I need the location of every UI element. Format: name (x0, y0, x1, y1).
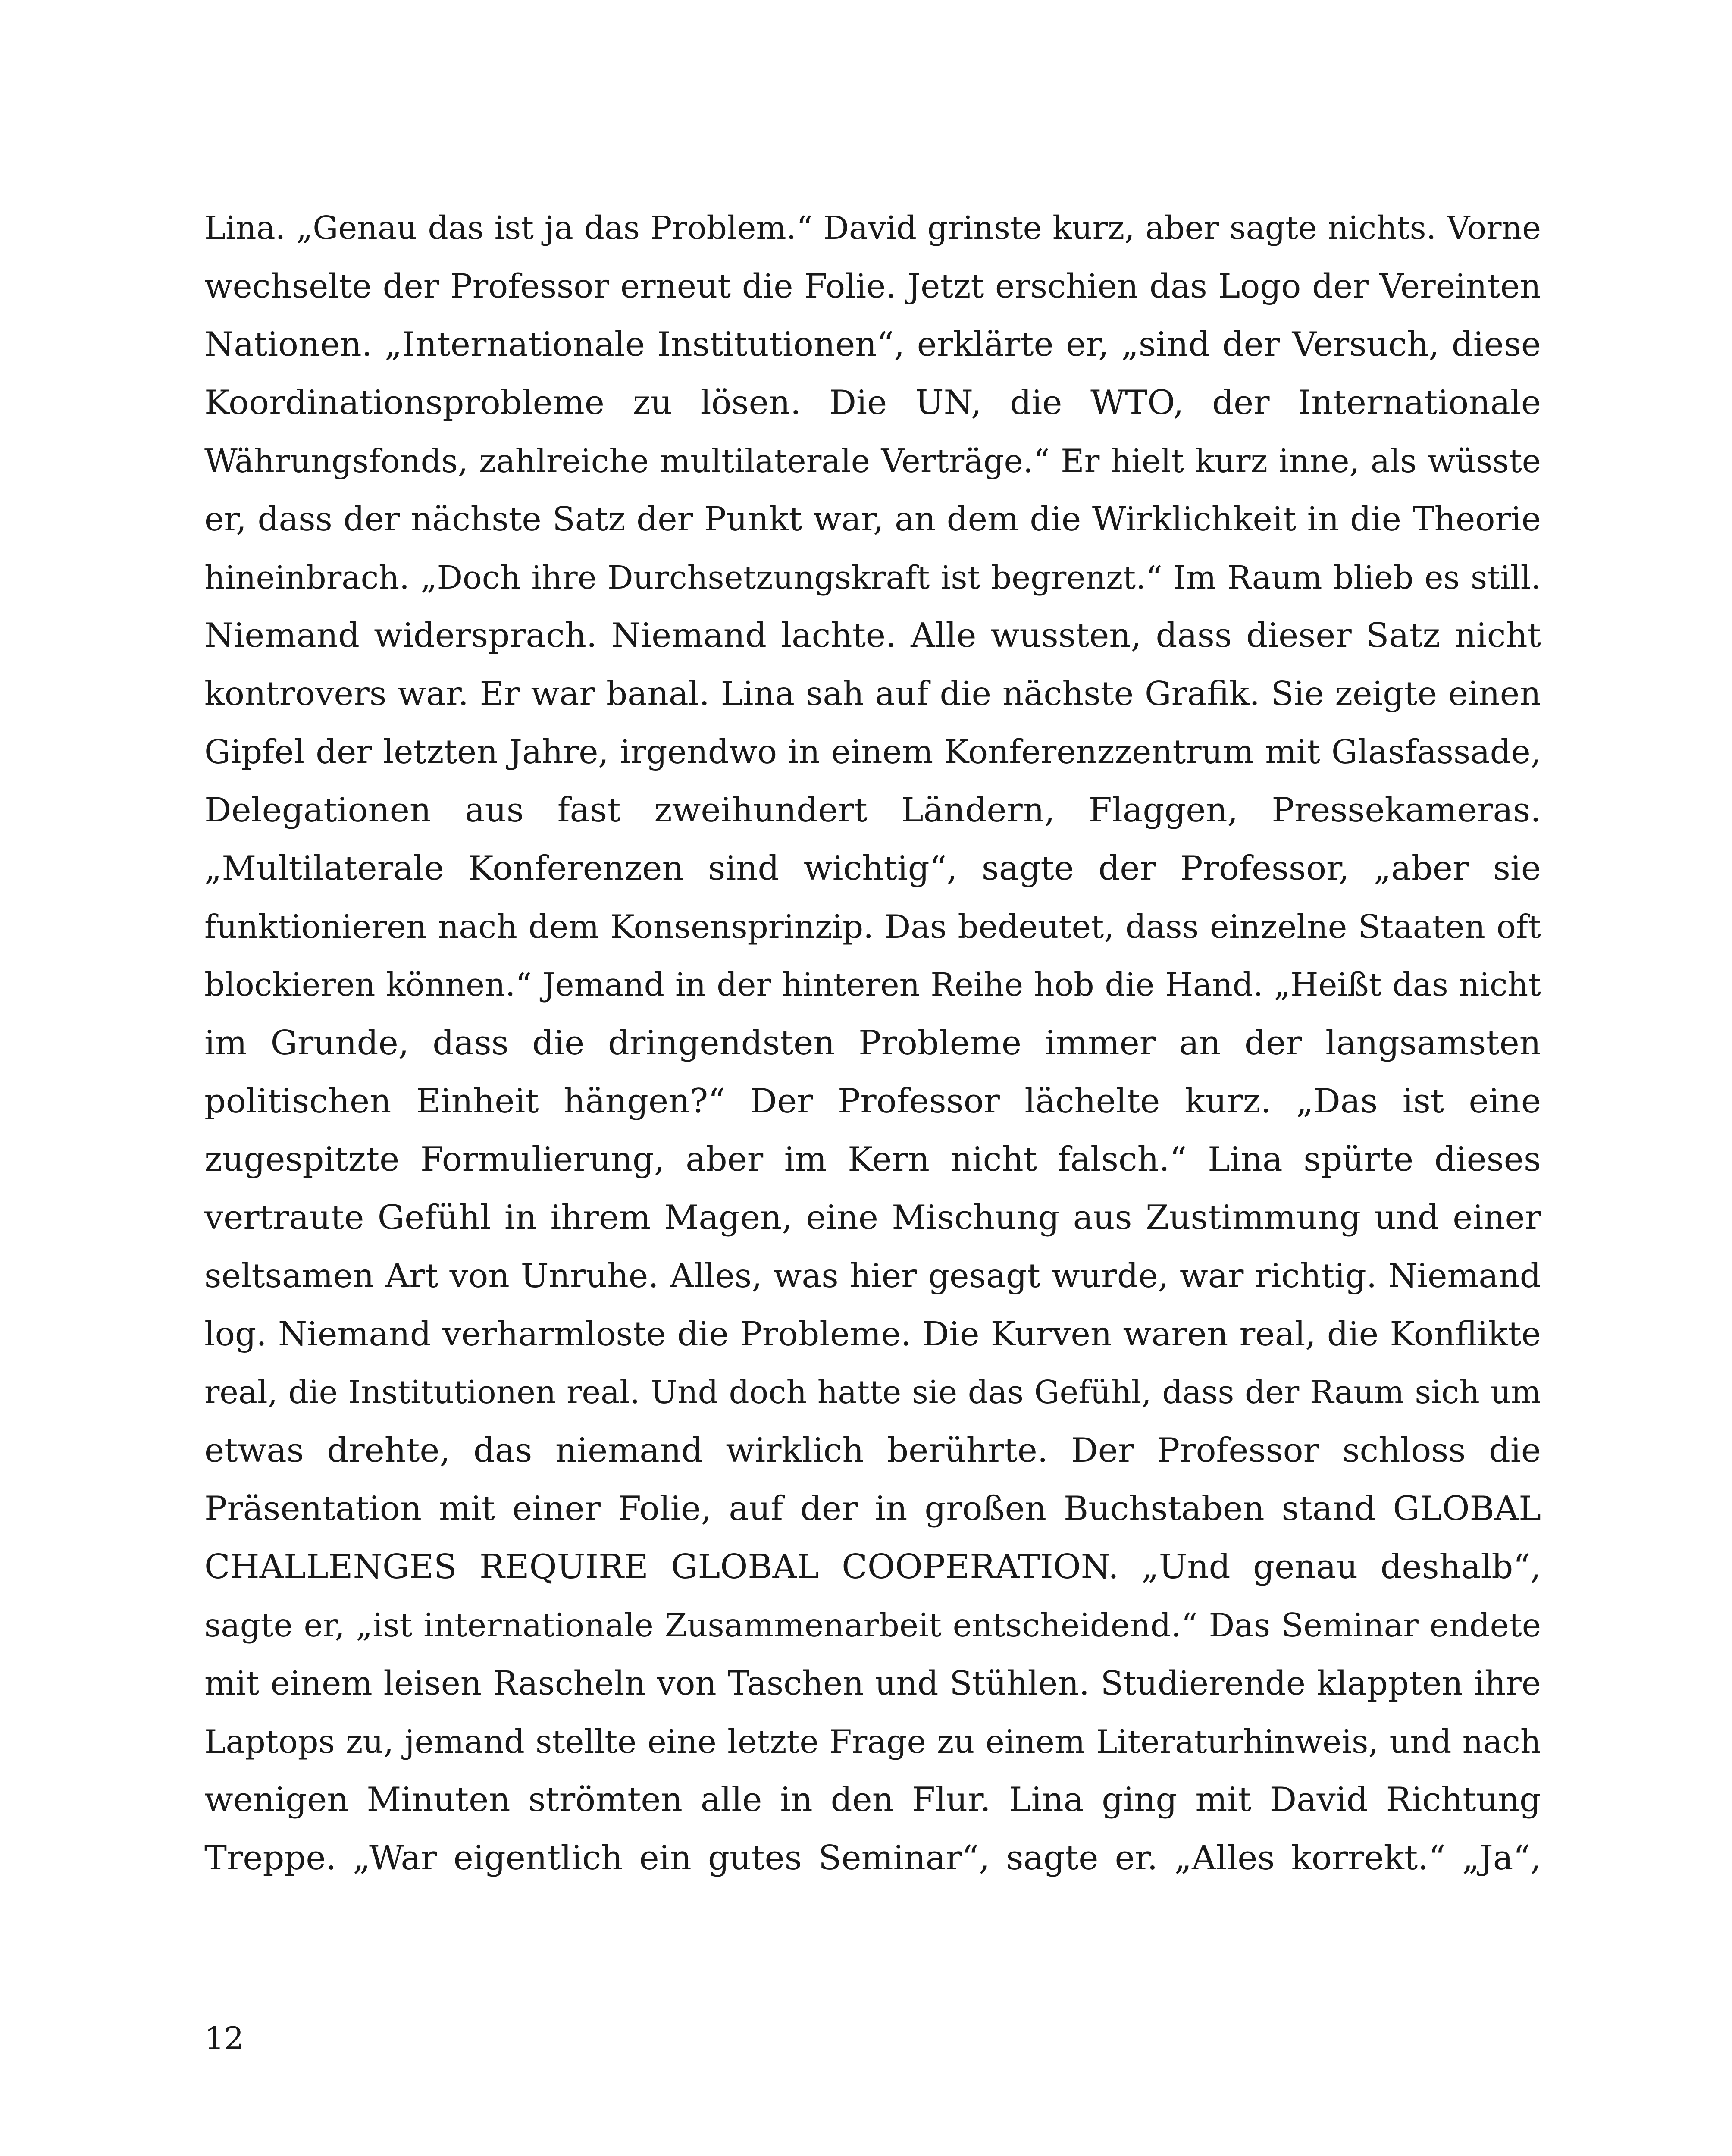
text-line: „Multilaterale Konferenzen sind wichtig“, sagte der Professor, „aber sie (204, 849, 1541, 888)
text-line: Delegationen aus fast zweihundert Ländern, Flaggen, Pressekameras. (204, 791, 1541, 830)
text-line: wenigen Minuten strömten alle in den Flur. Lina ging mit David Richtung (204, 1780, 1541, 1819)
body-text (204, 199, 1541, 1887)
text-line: CHALLENGES REQUIRE GLOBAL COOPERATION. „Und genau deshalb“, (204, 1548, 1541, 1586)
text-line: kontrovers war. Er war banal. Lina sah auf die nächste Grafik. Sie zeigte einen (204, 674, 1541, 713)
text-line: Laptops zu, jemand stellte eine letzte Frage zu einem Literaturhinweis, und nach (204, 1723, 1541, 1761)
text-line: wechselte der Professor erneut die Folie. Jetzt erschien das Logo der Vereinten (204, 267, 1541, 306)
text-line: Gipfel der letzten Jahre, irgendwo in einem Konferenzzentrum mit Glasfassade, (204, 733, 1541, 771)
text-line: Treppe. „War eigentlich ein gutes Seminar“, sagte er. „Alles korrekt.“ „Ja“, (204, 1839, 1541, 1877)
page-number: 12 (204, 2020, 244, 2056)
text-line: etwas drehte, das niemand wirklich berührte. Der Professor schloss die (204, 1431, 1541, 1470)
text-line: hineinbrach. „Doch ihre Durchsetzungskraft ist begrenzt.“ Im Raum blieb es still. (204, 559, 1541, 596)
text-line: mit einem leisen Rascheln von Taschen und Stühlen. Studierende klappten ihre (204, 1664, 1541, 1703)
text-line: funktionieren nach dem Konsensprinzip. Das bedeutet, dass einzelne Staaten oft (204, 908, 1541, 946)
text-line: Lina. „Genau das ist ja das Problem.“ David grinste kurz, aber sagte nichts. Vorne (204, 210, 1541, 247)
text-line: Präsentation mit einer Folie, auf der in großen Buchstaben stand GLOBAL (204, 1489, 1541, 1528)
text-line: zugespitzte Formulierung, aber im Kern nicht falsch.“ Lina spürte dieses (204, 1140, 1541, 1179)
text-line: sagte er, „ist internationale Zusammenarbeit entscheidend.“ Das Seminar endete (204, 1607, 1541, 1644)
text-line: politischen Einheit hängen?“ Der Professor lächelte kurz. „Das ist eine (204, 1082, 1541, 1121)
text-line: Währungsfonds, zahlreiche multilaterale Verträge.“ Er hielt kurz inne, als wüsste (204, 442, 1541, 480)
text-line: real, die Institutionen real. Und doch hatte sie das Gefühl, dass der Raum sich um (204, 1374, 1541, 1411)
text-line: blockieren können.“ Jemand in der hinteren Reihe hob die Hand. „Heißt das nicht (204, 966, 1541, 1003)
text-line: seltsamen Art von Unruhe. Alles, was hier gesagt wurde, war richtig. Niemand (204, 1257, 1541, 1295)
text-line: er, dass der nächste Satz der Punkt war, an dem die Wirklichkeit in die Theorie (204, 500, 1541, 539)
text-line: Koordinationsprobleme zu lösen. Die UN, die WTO, der Internationale (204, 383, 1541, 422)
text-line: Niemand widersprach. Niemand lachte. Alle wussten, dass dieser Satz nicht (204, 616, 1541, 655)
text-line: im Grunde, dass die dringendsten Probleme immer an der langsamsten (204, 1024, 1541, 1062)
text-line: log. Niemand verharmloste die Probleme. Die Kurven waren real, die Konflikte (204, 1315, 1541, 1354)
text-line: vertraute Gefühl in ihrem Magen, eine Mischung aus Zustimmung und einer (204, 1198, 1541, 1237)
text-line: Nationen. „Internationale Institutionen“, erklärte er, „sind der Versuch, diese (204, 325, 1541, 364)
